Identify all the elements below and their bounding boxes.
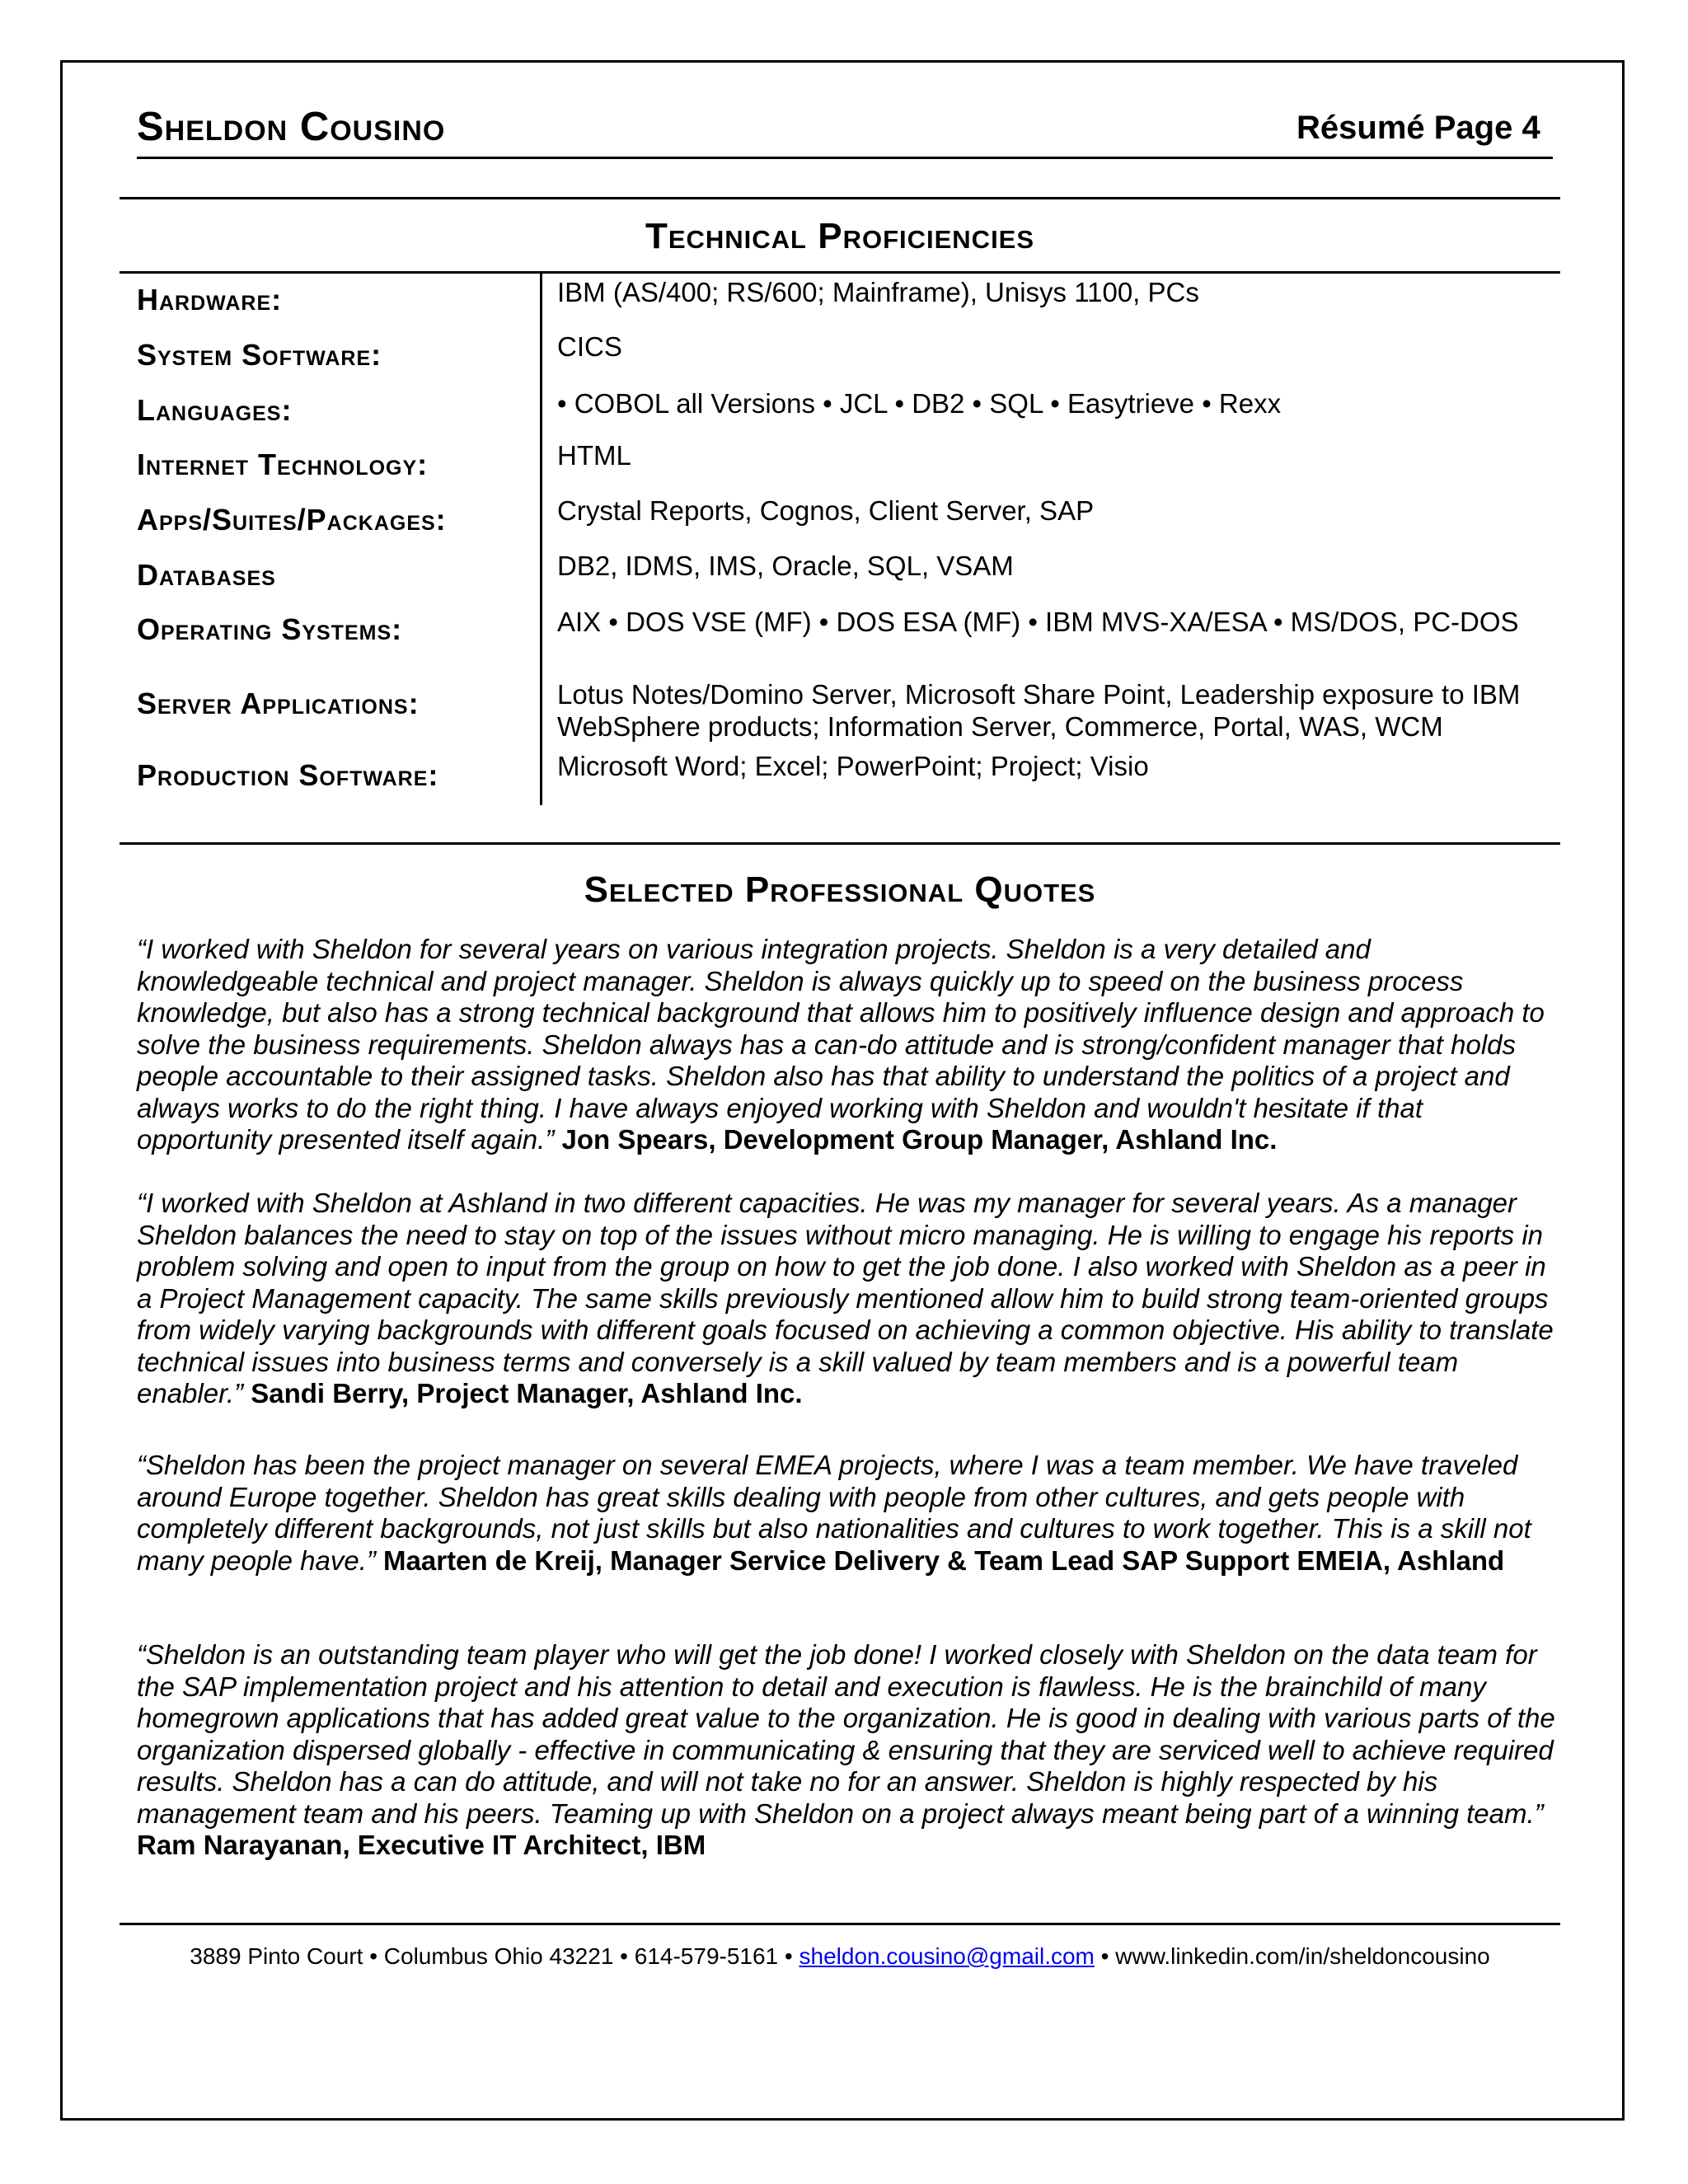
quote-ram-narayanan [137,1639,1559,1862]
value-production-software: Microsoft Word; Excel; PowerPoint; Project; Visio [557,751,1149,781]
quote-text: “Sheldon is an outstanding team player who will get the job done! I worked closely with Sheldon on the data team for the SAP implementation project and his attention to detail and execution is flawless. He is the brainchild of many homegrown applications that has added great value to the organization. He is good in dealing with various parts of the organization dispersed globally - effective in communicating & ensuring that they are serviced well to achieve required results. Sheldon has a can do attitude, and will not take no for an answer. Sheldon is highly respected by his management team and his peers. Teaming up with Sheldon on a project always meant being part of a winning team.” [137,1639,1555,1829]
footer-rule [120,1923,1560,1925]
page-label: Résumé Page 4 [1296,110,1540,146]
footer-contact [120,1943,1560,1970]
label-hardware: Hardware: [137,283,283,316]
value-internet-technology: HTML [557,440,631,471]
label-databases: Databases [137,558,276,592]
quote-text: “Sheldon has been the project manager on several EMEA projects, where I was a team member. We have traveled around Europe together. Sheldon has great skills dealing with people from other cultures, and gets people with completely different backgrounds, not just skills but also nationalities and cultures to work together. This is a skill not many people have.” [137,1450,1531,1576]
value-databases: DB2, IDMS, IMS, Oracle, SQL, VSAM [557,551,1014,581]
value-languages: • COBOL all Versions • JCL • DB2 • SQL • Easytrieve • Rexx [557,388,1282,419]
quote-author: Jon Spears, Development Group Manager, Ashland Inc. [561,1124,1278,1155]
table-rule [120,271,1560,274]
technical-title: Technical Proficiencies [645,216,1035,256]
label-production-software: Production Software: [137,758,439,792]
quotes-title: Selected Professional Quotes [584,869,1096,910]
quote-jon-spears [137,934,1559,1156]
footer-linkedin: • www.linkedin.com/in/sheldoncousino [1094,1943,1490,1969]
quote-sandi-berry [137,1188,1559,1410]
label-system-software: System Software: [137,338,382,372]
footer-address: 3889 Pinto Court • Columbus Ohio 43221 • 614-579-5161 • [190,1943,799,1969]
label-apps-suites: Apps/Suites/Packages: [137,503,447,537]
quote-author: Maarten de Kreij, Manager Service Delivery & Team Lead SAP Support EMEIA, Ashland [383,1544,1505,1576]
quote-author: Sandi Berry, Project Manager, Ashland Inc. [251,1378,803,1408]
quote-author: Ram Narayanan, Executive IT Architect, IBM [137,1830,706,1860]
quote-text: “I worked with Sheldon for several years on various integration projects. Sheldon is a very detailed and knowledgeable technical and project manager. Sheldon is always quickly up to speed on the business process knowledge, but also has a strong technical background that allows him to positively influence design and approach to solve the business requirements. Sheldon always has a can-do attitude and is strong/confident manager that holds people accountable to their assigned tasks. Sheldon also has that ability to understand the politics of a project and always works to do the right thing. I have always enjoyed working with Sheldon and wouldn't hesitate if that opportunity presented itself again.” [137,934,1545,1155]
email-link[interactable]: sheldon.cousino@gmail.com [799,1943,1095,1969]
value-hardware: IBM (AS/400; RS/600; Mainframe), Unisys 1100, PCs [557,277,1199,307]
section-rule-quotes [120,842,1560,845]
value-operating-systems: AIX • DOS VSE (MF) • DOS ESA (MF) • IBM MVS-XA/ESA • MS/DOS, PC-DOS [557,607,1519,637]
label-server-applications: Server Applications: [137,687,420,720]
section-rule-top [120,197,1560,199]
label-internet-technology: Internet Technology: [137,448,429,481]
label-languages: Languages: [137,393,293,427]
resume-name: Sheldon Cousino [137,105,446,149]
value-server-applications: Lotus Notes/Domino Server, Microsoft Share Point, Leadership exposure to IBM WebSphere products; Information Server, Commerce, Portal, WAS, WCM [557,679,1521,742]
quote-maarten-de-kreij [137,1450,1559,1577]
value-system-software: CICS [557,331,622,362]
header-rule [137,157,1553,159]
label-operating-systems: Operating Systems: [137,612,403,646]
quote-text: “I worked with Sheldon at Ashland in two different capacities. He was my manager for several years. As a manager Sheldon balances the need to stay on top of the issues without micro managing. He is willing to engage his reports in problem solving and open to input from the group on how to get the job done. I also worked with Sheldon as a peer in a Project Management capacity. The same skills previously mentioned allow him to build strong team-oriented groups from widely varying backgrounds with different goals focused on achieving a common objective. His ability to translate technical issues into business terms and conversely is a skill valued by team members and is a powerful team enabler.” [137,1188,1554,1408]
value-apps-suites: Crystal Reports, Cognos, Client Server, SAP [557,495,1095,526]
table-divider [540,273,542,805]
